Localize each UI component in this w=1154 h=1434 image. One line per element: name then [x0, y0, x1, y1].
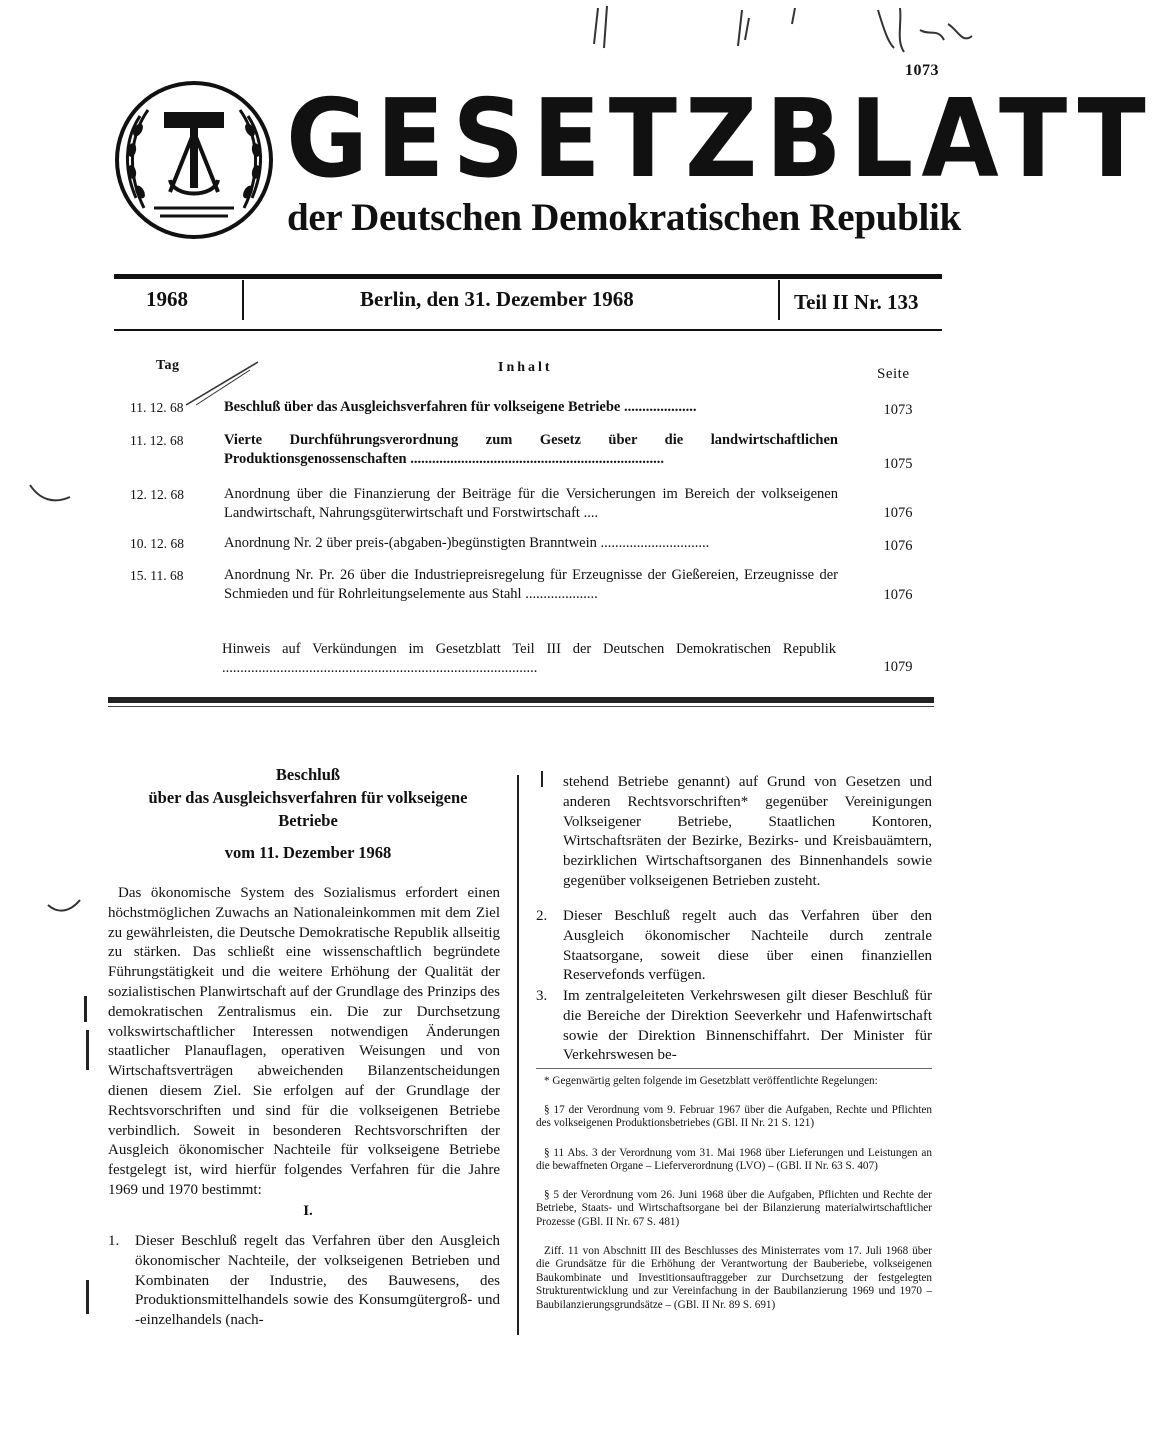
toc-entry-date: 11. 12. 68 [130, 433, 184, 448]
toc-entry-title: Vierte Durchführungsverordnung zum Gesetz über die landwirtschaftlichen Produktionsgenossenschaften ...................................................................... [224, 432, 838, 467]
column-divider [517, 775, 519, 1335]
issue-year: 1968 [146, 287, 188, 311]
section-rule [108, 697, 934, 703]
list-item [108, 1232, 500, 1331]
footnote: § 11 Abs. 3 der Verordnung vom 31. Mai 1968 über Lieferungen und Leistungen an die bewaffneten Organe – Lieferverordnung (LVO) – (GBl. II Nr. 63 S. 407) [536, 1147, 932, 1173]
toc-entry-page: 1076 [883, 538, 913, 554]
issue-bar-divider [242, 280, 244, 320]
article-heading: Beschluß [275, 765, 341, 784]
toc-entry-date: 11. 12. 68 [130, 400, 184, 415]
footnote: § 5 der Verordnung vom 26. Juni 1968 über die Aufgaben, Pflichten und Rechte der Betriebe, Staats- und Wirtschaftsorgane bei der Bilanzierung materialwirtschaftlicher Prozesse (GBl. II Nr. 67 S. 481) [536, 1189, 932, 1228]
footnote-rule [536, 1068, 932, 1069]
toc-entry-page: 1076 [883, 505, 913, 521]
toc-column-day: Tag [156, 358, 180, 373]
toc-entry-title: Anordnung über die Finanzierung der Beiträge für die Versicherungen im Bereich der volkseigenen Landwirtschaft, Nahrungsgüterwirtschaft und Forstwirtschaft .... [224, 486, 838, 521]
toc-entry-page: 1076 [883, 587, 913, 603]
footnote: Ziff. 11 von Abschnitt III des Beschlusses des Ministerrates vom 17. Juli 1968 über die Grundsätze für die Erhöhung der Verantwortung der Bauberiebe, volkseigenen Baukombinate und Investitionsauftraggeber zur Durchsetzung der festgelegten Strukturentwicklung und zur Vereinfachung in der Baubilanzierung 1969 und 1970 – Baubilanzierungsgrundsätze – (GBl. II Nr. 89 S. 691) [536, 1245, 932, 1311]
toc-entry-date: 10. 12. 68 [130, 536, 184, 551]
toc-column-content: Inhalt [498, 360, 553, 375]
item-number: 3. [536, 988, 548, 1004]
list-item [536, 773, 932, 892]
issue-bar-divider [778, 280, 780, 320]
article-preamble: Das ökonomische System des Sozialismus erfordert einen höchstmöglichen Zuwachs an Nationaleinkommen mit dem Ziel zu gewährleisten, die Deutsche Demokratische Republik allseitig zu stärken. Das schließt eine wissenschaftlich begründete Führungstätigkeit und die weitere Erhöhung der Qualität der sozialistischen Planwirtschaft auf der Grundlage des Prinzips des demokratischen Zentralismus ein. Die zur Durchsetzung volkswirtschaftlicher Interessen notwendigen Änderungen staatlicher Planauflagen, operativen Weisungen und von Wirtschaftsverträgen abweichenden Bilanzentscheidungen dienen diesem Ziel. Sie erfolgen auf der Grundlage der Rechtsvorschriften und sind für die volkseigenen Betriebe verbindlich. Soweit in besonderen Rechtsvorschriften der Ausgleich ökonomischer Nachteile für volkseigene Betriebe festgelegt ist, wird hierfür folgendes Verfahren für die Jahre 1969 und 1970 bestimmt: [108, 885, 500, 1198]
section-number: I. [303, 1203, 313, 1219]
issue-date: Berlin, den 31. Dezember 1968 [360, 287, 634, 311]
issue-part: Teil II Nr. 133 [794, 290, 919, 314]
toc-entry-page: 1073 [883, 402, 913, 418]
toc-entry-date: 12. 12. 68 [130, 487, 184, 502]
list-item [536, 987, 932, 1066]
state-emblem-icon [114, 80, 274, 240]
list-item [536, 907, 932, 986]
article-heading: über das Ausgleichsverfahren für volkseigene [148, 788, 468, 807]
footnote: § 17 der Verordnung vom 9. Februar 1967 über die Aufgaben, Rechte und Pflichten des volkseigenen Produktionsbetriebes (GBl. II Nr. 21 S. 121) [536, 1104, 932, 1130]
article-heading: Betriebe [278, 811, 338, 830]
item-text: stehend Betriebe genannt) auf Grund von Gesetzen und anderen Rechtsvorschriften* gegenüber Vereinigungen Volkseigener Betriebe, Staatlichen Kontoren, Wirtschaftsräten der Bezirke, Bezirks- und Kreisbauämtern, bezirklichen Wirtschaftsorganen des Binnenhandels sowie gegenüber volkseigenen Betrieben zusteht. [563, 774, 932, 889]
article-date: vom 11. Dezember 1968 [224, 843, 392, 862]
toc-entry-title: Anordnung Nr. 2 über preis-(abgaben-)begünstigten Branntwein .............................. [224, 535, 710, 551]
toc-entry-title: Beschluß über das Ausgleichsverfahren für volkseigene Betriebe .................... [224, 399, 697, 415]
toc-entry-title: Anordnung Nr. Pr. 26 über die Industriepreisregelung für Erzeugnisse der Gießereien, Erzeugnisse der Schmieden und für Rohrleitungselemente aus Stahl .................... [224, 567, 838, 602]
item-number: 2. [536, 908, 548, 924]
page-number: 1073 [905, 62, 939, 79]
toc-column-page: Seite [877, 366, 910, 382]
section-rule [108, 706, 934, 707]
item-text: Dieser Beschluß regelt auch das Verfahren über den Ausgleich ökonomischer Nachteile durch zentrale Staatsorgane, soweit diese über einen finanziellen Reservefonds verfügen. [563, 908, 932, 984]
toc-notice-page: 1079 [883, 659, 913, 675]
masthead-subtitle: der Deutschen Demokratischen Republik [287, 196, 961, 239]
toc-entry-date: 15. 11. 68 [130, 568, 184, 583]
toc-entry-page: 1075 [883, 456, 913, 472]
item-text: Dieser Beschluß regelt das Verfahren über den Ausgleich ökonomischer Nachteile, der volkseigenen Betrieben und Kombinaten der Industrie, des Bauwesens, des Produktionsmittelhandels sowie des Konsumgütergroß- und -einzelhandels (nach- [135, 1233, 500, 1329]
toc-notice-title: Hinweis auf Verkündungen im Gesetzblatt Teil III der Deutschen Demokratischen Republik ....................................................................................... [222, 641, 836, 676]
footnote: * Gegenwärtig gelten folgende im Gesetzblatt veröffentlichte Regelungen: [544, 1075, 878, 1087]
masthead-title: GESETZBLATT [286, 75, 1154, 202]
item-number: 1. [108, 1233, 120, 1249]
item-text: Im zentralgeleiteten Verkehrswesen gilt dieser Beschluß für die Bereiche der Direktion Seeverkehr und Hafenwirtschaft sowie der Direktion Binnenschiffahrt. Der Minister für Verkehrswesen be- [563, 988, 932, 1064]
